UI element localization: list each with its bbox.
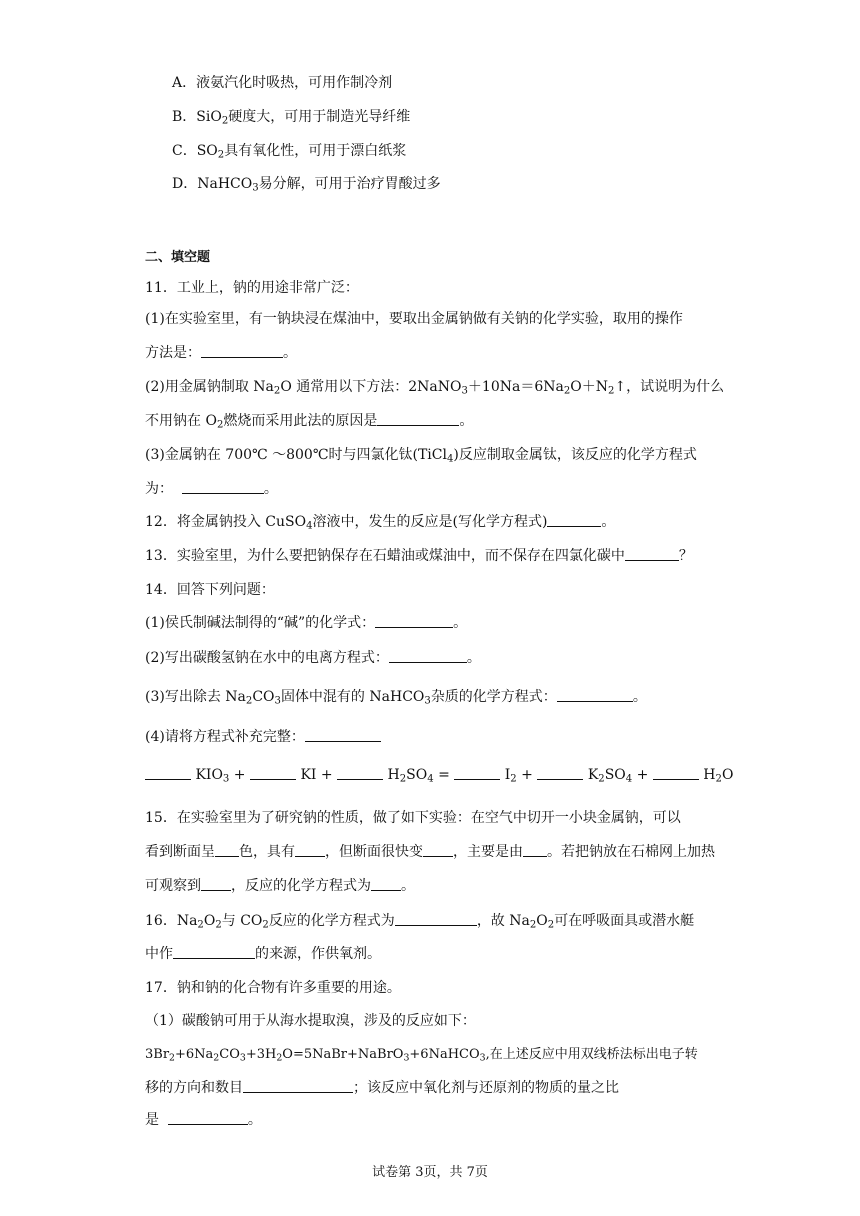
q17-part1: （1）碳酸钠可用于从海水提取溴，涉及的反应如下： xyxy=(145,1013,476,1029)
q17-line-c xyxy=(145,1110,262,1130)
text: O 通常用以下方法：2NaNO xyxy=(280,379,462,395)
formula: KI xyxy=(300,767,317,783)
page-footer: 试卷第 3页，共 7页 xyxy=(372,1165,488,1180)
text: ，主要是由 xyxy=(453,844,523,860)
answer-blank[interactable] xyxy=(371,876,401,891)
text: CO xyxy=(252,689,275,705)
q16-line1 xyxy=(145,911,694,936)
subscript: 3 xyxy=(274,695,281,707)
subscript: 2 xyxy=(510,773,517,785)
q15-line3 xyxy=(145,876,415,896)
q11-part1: (1)在实验室里，有一钠块浸在煤油中，要取出金属钠做有关钠的化学实验，取用的操作 xyxy=(145,311,683,327)
formula: KIO xyxy=(195,767,223,783)
text: CO xyxy=(219,1047,240,1062)
text: 为： xyxy=(145,481,173,497)
subscript: 2 xyxy=(221,115,229,127)
formula: O xyxy=(721,767,734,783)
text: ,在上述反应中用双线桥法标出电子转 xyxy=(485,1047,698,1062)
text: +3H xyxy=(245,1047,277,1062)
q11-part3-cont xyxy=(145,479,278,499)
subscript: 2 xyxy=(197,919,204,931)
text: 可在呼吸面具或潜水艇 xyxy=(554,913,695,929)
operator: = xyxy=(438,767,450,783)
answer-blank[interactable] xyxy=(243,1078,353,1093)
subscript: 2 xyxy=(245,695,253,707)
text: (1)侯氏制碱法制得的“碱”的化学式： xyxy=(145,615,376,631)
subscript: 3 xyxy=(424,695,431,707)
subscript: 2 xyxy=(273,385,281,397)
subscript: 2 xyxy=(563,385,571,397)
subscript: 2 xyxy=(529,919,537,931)
text: ＋10Na＝6Na xyxy=(467,379,564,395)
option-a-text: A．液氨汽化时吸热，可用作制冷剂 xyxy=(172,75,393,91)
q14-equation xyxy=(145,765,733,790)
option-a xyxy=(172,73,392,93)
subscript: 3 xyxy=(479,1052,486,1064)
q11-part1-cont xyxy=(145,343,297,363)
subscript: 2 xyxy=(217,149,225,161)
text: (2)用金属钠制取 Na xyxy=(145,379,274,395)
text: ？ xyxy=(678,548,693,564)
option-b-text-rest: 硬度大，可用于制造光导纤维 xyxy=(228,109,411,125)
text: 。 xyxy=(283,345,297,361)
q11-part2 xyxy=(145,377,724,402)
subscript: 2 xyxy=(607,385,615,397)
text: 。若把钠放在石棉网上加热 xyxy=(547,844,715,860)
subscript: 3 xyxy=(252,182,259,194)
q14-stem: 14．回答下列问题： xyxy=(145,582,275,598)
subscript: 2 xyxy=(715,773,722,785)
q11-stem: 11．工业上，钠的用途非常广泛： xyxy=(145,280,359,296)
answer-blank[interactable] xyxy=(182,479,264,494)
q12 xyxy=(145,512,615,537)
text: ↑，试说明为什么 xyxy=(614,379,725,395)
text: 3Br xyxy=(145,1047,170,1062)
q11-part2-cont xyxy=(145,411,473,436)
subscript: 3 xyxy=(403,1052,410,1064)
q15-line2 xyxy=(145,842,715,862)
text: 12．将金属钠投入 CuSO xyxy=(145,514,307,530)
answer-blank[interactable] xyxy=(625,546,679,561)
answer-blank[interactable] xyxy=(201,876,231,891)
text: ；该反应中氧化剂与还原剂的物质的量之比 xyxy=(353,1080,619,1096)
option-b-text: B．SiO xyxy=(172,109,222,125)
coefficient-blank[interactable] xyxy=(454,765,500,780)
answer-blank[interactable] xyxy=(201,343,283,358)
answer-blank[interactable] xyxy=(523,842,547,857)
text: 是 xyxy=(145,1112,159,1128)
q15-line1: 15．在实验室里为了研究钠的性质，做了如下实验：在空气中切开一小块金属钠，可以 xyxy=(145,810,681,826)
q14-part2 xyxy=(145,648,481,668)
coefficient-blank[interactable] xyxy=(250,765,296,780)
text: 燃烧而采用此法的原因是 xyxy=(223,413,378,429)
option-d-text-rest: 易分解，可用于治疗胃酸过多 xyxy=(258,176,441,192)
answer-blank[interactable] xyxy=(423,842,453,857)
subscript: 2 xyxy=(262,919,269,931)
text: 看到断面呈 xyxy=(145,844,215,860)
subscript: 2 xyxy=(547,919,555,931)
formula: SO xyxy=(406,767,428,783)
subscript: 2 xyxy=(169,1052,175,1064)
option-d xyxy=(172,174,441,199)
text: 固体中混有的 NaHCO xyxy=(280,689,425,705)
answer-blank[interactable] xyxy=(557,687,633,702)
section-title: 二、填空题 xyxy=(145,250,211,265)
text: +6Na xyxy=(175,1047,214,1062)
answer-blank[interactable] xyxy=(168,1110,248,1125)
text: 色，具有 xyxy=(239,844,295,860)
text: O＋N xyxy=(570,379,608,395)
text: 不用钠在 O xyxy=(145,413,217,429)
coefficient-blank[interactable] xyxy=(337,765,383,780)
option-c xyxy=(172,141,406,166)
q17-stem: 17．钠和钠的化合物有许多重要的用途。 xyxy=(145,980,401,996)
text: 中作 xyxy=(145,946,173,962)
formula: K xyxy=(587,767,599,783)
coefficient-blank[interactable] xyxy=(653,765,699,780)
text: 。 xyxy=(459,413,474,429)
subscript: 2 xyxy=(276,1052,283,1064)
subscript: 3 xyxy=(239,1052,246,1064)
subscript: 2 xyxy=(213,1052,220,1064)
text: 。 xyxy=(601,514,616,530)
formula: SO xyxy=(604,767,626,783)
text: 可观察到 xyxy=(145,878,201,894)
text: 。 xyxy=(401,878,415,894)
q11-part3 xyxy=(145,445,697,470)
operator: + xyxy=(320,767,333,783)
subscript: 3 xyxy=(222,773,230,785)
text: 16．Na xyxy=(145,913,198,929)
text: 。 xyxy=(263,481,278,497)
text: O xyxy=(536,913,548,929)
q16-line2 xyxy=(145,944,381,964)
q14-part4 xyxy=(145,727,381,747)
answer-blank[interactable] xyxy=(395,911,477,926)
answer-blank[interactable] xyxy=(215,842,239,857)
subscript: 2 xyxy=(399,773,407,785)
operator: + xyxy=(636,767,649,783)
answer-blank[interactable] xyxy=(305,727,381,742)
text: 反应的化学方程式为 xyxy=(268,913,395,929)
text: O=5NaBr+NaBrO xyxy=(282,1047,404,1062)
text: 。 xyxy=(466,650,481,666)
text: 13．实验室里，为什么要把钠保存在石蜡油或煤油中，而不保存在四氯化碳中 xyxy=(145,548,625,564)
operator: + xyxy=(521,767,533,783)
text: (3)金属钠在 700℃ ～800℃时与四氯化钛(TiCl xyxy=(145,447,447,463)
text: (4)请将方程式补充完整： xyxy=(145,729,305,745)
subscript: 2 xyxy=(598,773,605,785)
subscript: 2 xyxy=(215,919,222,931)
coefficient-blank[interactable] xyxy=(145,765,191,780)
text: 溶液中，发生的反应是(写化学方程式) xyxy=(312,514,548,530)
subscript: 2 xyxy=(216,419,224,431)
option-c-text: C．SO xyxy=(172,143,218,159)
option-b xyxy=(172,107,410,132)
text: )反应制取金属钛，该反应的化学方程式 xyxy=(453,447,697,463)
operator: + xyxy=(233,767,246,783)
text: 与 CO xyxy=(221,913,263,929)
text: 。 xyxy=(632,689,647,705)
answer-blank[interactable] xyxy=(389,648,467,663)
text: 方法是： xyxy=(145,345,201,361)
q14-part3 xyxy=(145,687,647,712)
q17-equation xyxy=(145,1045,698,1068)
text: 。 xyxy=(453,615,468,631)
text: ，但断面很快变 xyxy=(325,844,423,860)
answer-blank[interactable] xyxy=(377,411,459,426)
text: 的来源，作供氧剂。 xyxy=(255,946,381,962)
option-d-text: D．NaHCO xyxy=(172,176,253,192)
option-c-text-rest: 具有氧化性，可用于漂白纸浆 xyxy=(224,143,407,159)
text: (3)写出除去 Na xyxy=(145,689,246,705)
subscript: 3 xyxy=(461,385,468,397)
q17-line-b xyxy=(145,1078,619,1098)
subscript: 4 xyxy=(446,453,454,465)
answer-blank[interactable] xyxy=(295,842,325,857)
answer-blank[interactable] xyxy=(547,512,601,527)
subscript: 4 xyxy=(306,520,313,532)
text: +6NaHCO xyxy=(409,1047,480,1062)
text: 杂质的化学方程式： xyxy=(430,689,557,705)
subscript: 4 xyxy=(427,773,434,785)
subscript: 4 xyxy=(625,773,633,785)
text: 移的方向和数目 xyxy=(145,1080,243,1096)
text: ，反应的化学方程式为 xyxy=(231,878,371,894)
text: 。 xyxy=(247,1112,262,1128)
q13 xyxy=(145,546,693,566)
formula: H xyxy=(387,767,400,783)
text: O xyxy=(203,913,216,929)
coefficient-blank[interactable] xyxy=(537,765,583,780)
formula: H xyxy=(703,767,716,783)
formula: I xyxy=(504,767,511,783)
answer-blank[interactable] xyxy=(375,613,453,628)
text: ，故 Na xyxy=(476,913,530,929)
text: (2)写出碳酸氢钠在水中的电离方程式： xyxy=(145,650,389,666)
q14-part1 xyxy=(145,613,467,633)
answer-blank[interactable] xyxy=(173,944,255,959)
